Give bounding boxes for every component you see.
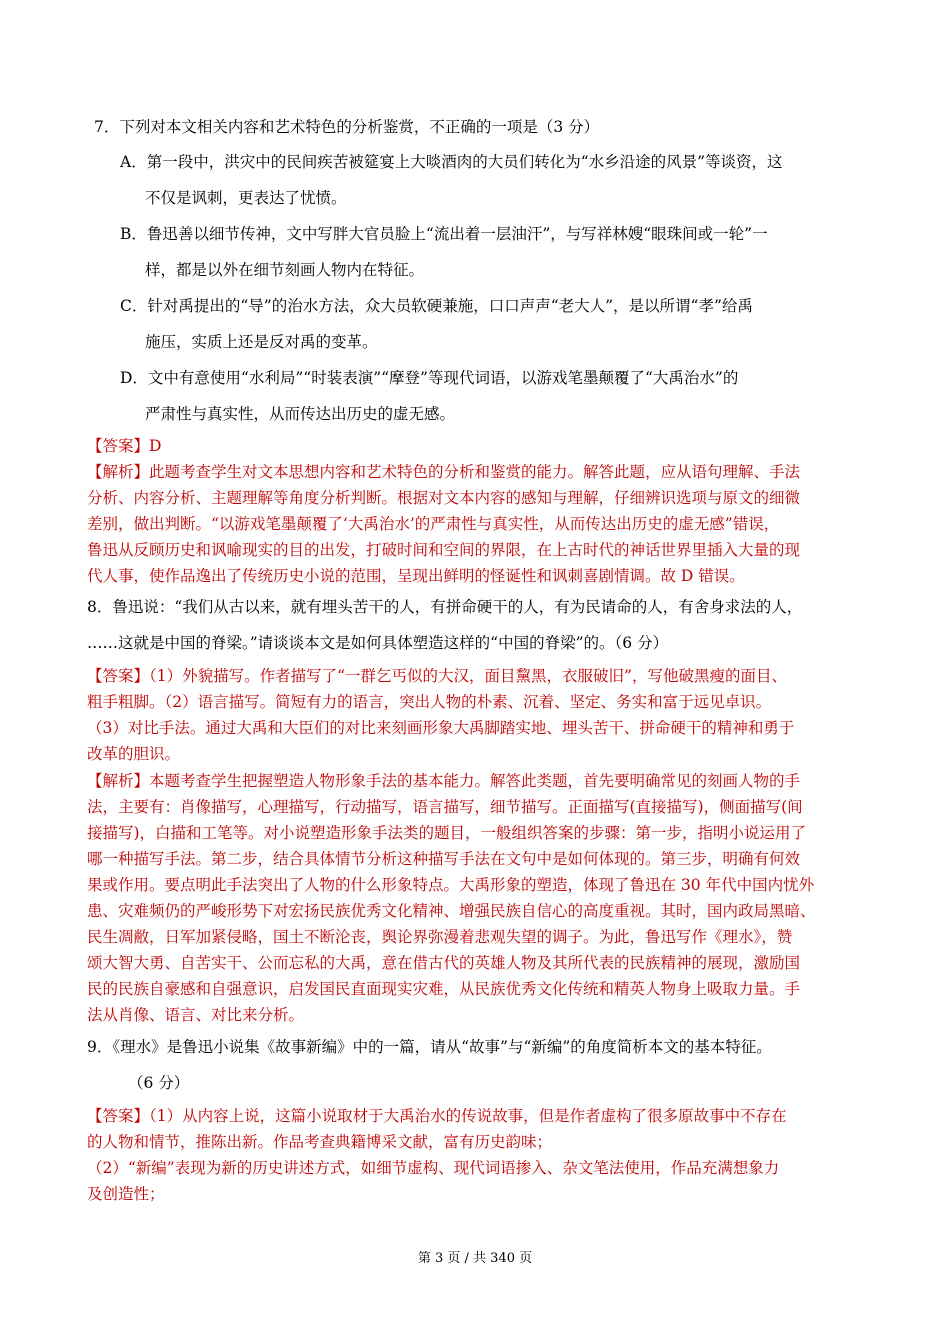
q7-option-d: D．文中有意使用“水利局”“时装表演”“摩登”等现代词语，以游戏笔墨颠覆了“大禹治水”的 <box>120 369 739 387</box>
q8-answer-line: 改革的胆识。 <box>87 745 181 763</box>
q7-option-b-cont: 样，都是以外在细节刻画人物内在特征。 <box>145 261 425 279</box>
q8-analysis-line: 民生凋敝，日军加紧侵略，国土不断沦丧，舆论界弥漫着悲观失望的调子。为此，鲁迅写作《理水》，赞 <box>87 928 793 946</box>
q7-option-a-cont: 不仅是讽刺，更表达了忧愤。 <box>145 189 347 207</box>
q8-stem: 8．鲁迅说：“我们从古以来，就有埋头苦干的人，有拼命硬干的人，有为民请命的人，有舍身求法的人， <box>87 598 803 616</box>
q7-option-b: B．鲁迅善以细节传神，文中写胖大官员脸上“流出着一层油汗”，与写祥林嫂“眼珠间或一轮”一 <box>120 225 768 243</box>
q7-analysis-line: 差别，做出判断。“以游戏笔墨颠覆了‘大禹治水’的严肃性与真实性，从而传达出历史的虚无感”错误， <box>87 515 780 533</box>
q7-analysis-line: 【解析】此题考查学生对文本思想内容和艺术特色的分析和鉴赏的能力。解答此题，应从语句理解、手法 <box>87 463 801 481</box>
q8-analysis-line: 患、灾难频仍的严峻形势下对宏扬民族优秀文化精神、增强民族自信心的高度重视。其时，国内政局黑暗、 <box>87 902 816 920</box>
q8-answer-line: （3）对比手法。通过大禹和大臣们的对比来刻画形象大禹脚踏实地、埋头苦干、拼命硬干的精神和勇于 <box>87 719 795 737</box>
q9-stem-cont: （6 分） <box>128 1074 190 1092</box>
q8-analysis-line: 民的民族自豪感和自强意识，启发国民直面现实灾难，从民族优秀文化传统和精英人物身上吸取力量。手 <box>87 980 801 998</box>
q8-analysis-line: 接描写)，白描和工笔等。对小说塑造形象手法类的题目，一般组织答案的步骤：第一步，指明小说运用了 <box>87 824 807 842</box>
q8-analysis-line: 果或作用。要点明此手法突出了人物的什么形象特点。大禹形象的塑造，体现了鲁迅在 30 年代中国内忧外 <box>87 876 815 894</box>
q8-answer-line: 【答案】（1）外貌描写。作者描写了“一群乞丐似的大汉，面目黧黑，衣服破旧”，写他破黑瘦的面目、 <box>87 667 787 685</box>
q9-stem: 9．《理水》是鲁迅小说集《故事新编》中的一篇，请从“故事”与“新编”的角度简析本文的基本特征。 <box>87 1038 772 1056</box>
q8-analysis-line: 哪一种描写手法。第二步，结合具体情节分析这种描写手法在文句中是如何体现的。第三步，明确有何效 <box>87 850 801 868</box>
q7-answer: 【答案】D <box>87 437 162 455</box>
q7-option-a: A．第一段中，洪灾中的民间疾苦被筵宴上大啖酒肉的大员们转化为“水乡沿途的风景”等谈资，这 <box>120 153 783 171</box>
q8-stem-cont: ……这就是中国的脊梁。”请谈谈本文是如何具体塑造这样的“中国的脊梁”的。（6 分） <box>87 634 669 652</box>
q7-analysis-line: 鲁迅从反顾历史和讽喻现实的目的出发，打破时间和空间的界限，在上古时代的神话世界里插入大量的现 <box>87 541 801 559</box>
q9-answer-line: （2）“新编”表现为新的历史讲述方式，如细节虚构、现代词语掺入、杂文笔法使用，作品充满想象力 <box>87 1159 780 1177</box>
q7-option-d-cont: 严肃性与真实性，从而传达出历史的虚无感。 <box>145 405 456 423</box>
q7-stem: 7．下列对本文相关内容和艺术特色的分析鉴赏，不正确的一项是（3 分） <box>94 118 600 136</box>
q7-option-c-cont: 施压，实质上还是反对禹的变革。 <box>145 333 378 351</box>
q9-answer-line: 及创造性； <box>87 1185 165 1203</box>
q8-analysis-line: 法，主要有：肖像描写，心理描写，行动描写，语言描写，细节描写。正面描写(直接描写)，侧面描写(间 <box>87 798 803 816</box>
q8-analysis-line: 法从肖像、语言、对比来分析。 <box>87 1006 305 1024</box>
q7-analysis-line: 代人事，使作品逸出了传统历史小说的范围，呈现出鲜明的怪诞性和讽刺喜剧情调。故 D 错误。 <box>87 567 745 585</box>
q9-answer-line: 【答案】（1）从内容上说，这篇小说取材于大禹治水的传说故事，但是作者虚构了很多原故事中不存在 <box>87 1107 787 1125</box>
q8-analysis-line: 【解析】本题考查学生把握塑造人物形象手法的基本能力。解答此类题，首先要明确常见的刻画人物的手 <box>87 772 801 790</box>
q8-answer-line: 粗手粗脚。（2）语言描写。简短有力的语言，突出人物的朴素、沉着、坚定、务实和富于远见卓识。 <box>87 693 772 711</box>
q7-option-c: C．针对禹提出的“导”的治水方法，众大员软硬兼施，口口声声“老大人”，是以所谓“孝”给禹 <box>120 297 753 315</box>
page-number-footer: 第 3 页 / 共 340 页 <box>417 1251 533 1266</box>
q7-analysis-line: 分析、内容分析、主题理解等角度分析判断。根据对文本内容的感知与理解，仔细辨识选项与原文的细微 <box>87 489 801 507</box>
q9-answer-line: 的人物和情节，推陈出新。作品考查典籍博采文献，富有历史韵味； <box>87 1133 553 1151</box>
q8-analysis-line: 颂大智大勇、自苦实干、公而忘私的大禹，意在借古代的英雄人物及其所代表的民族精神的展现，激励国 <box>87 954 801 972</box>
